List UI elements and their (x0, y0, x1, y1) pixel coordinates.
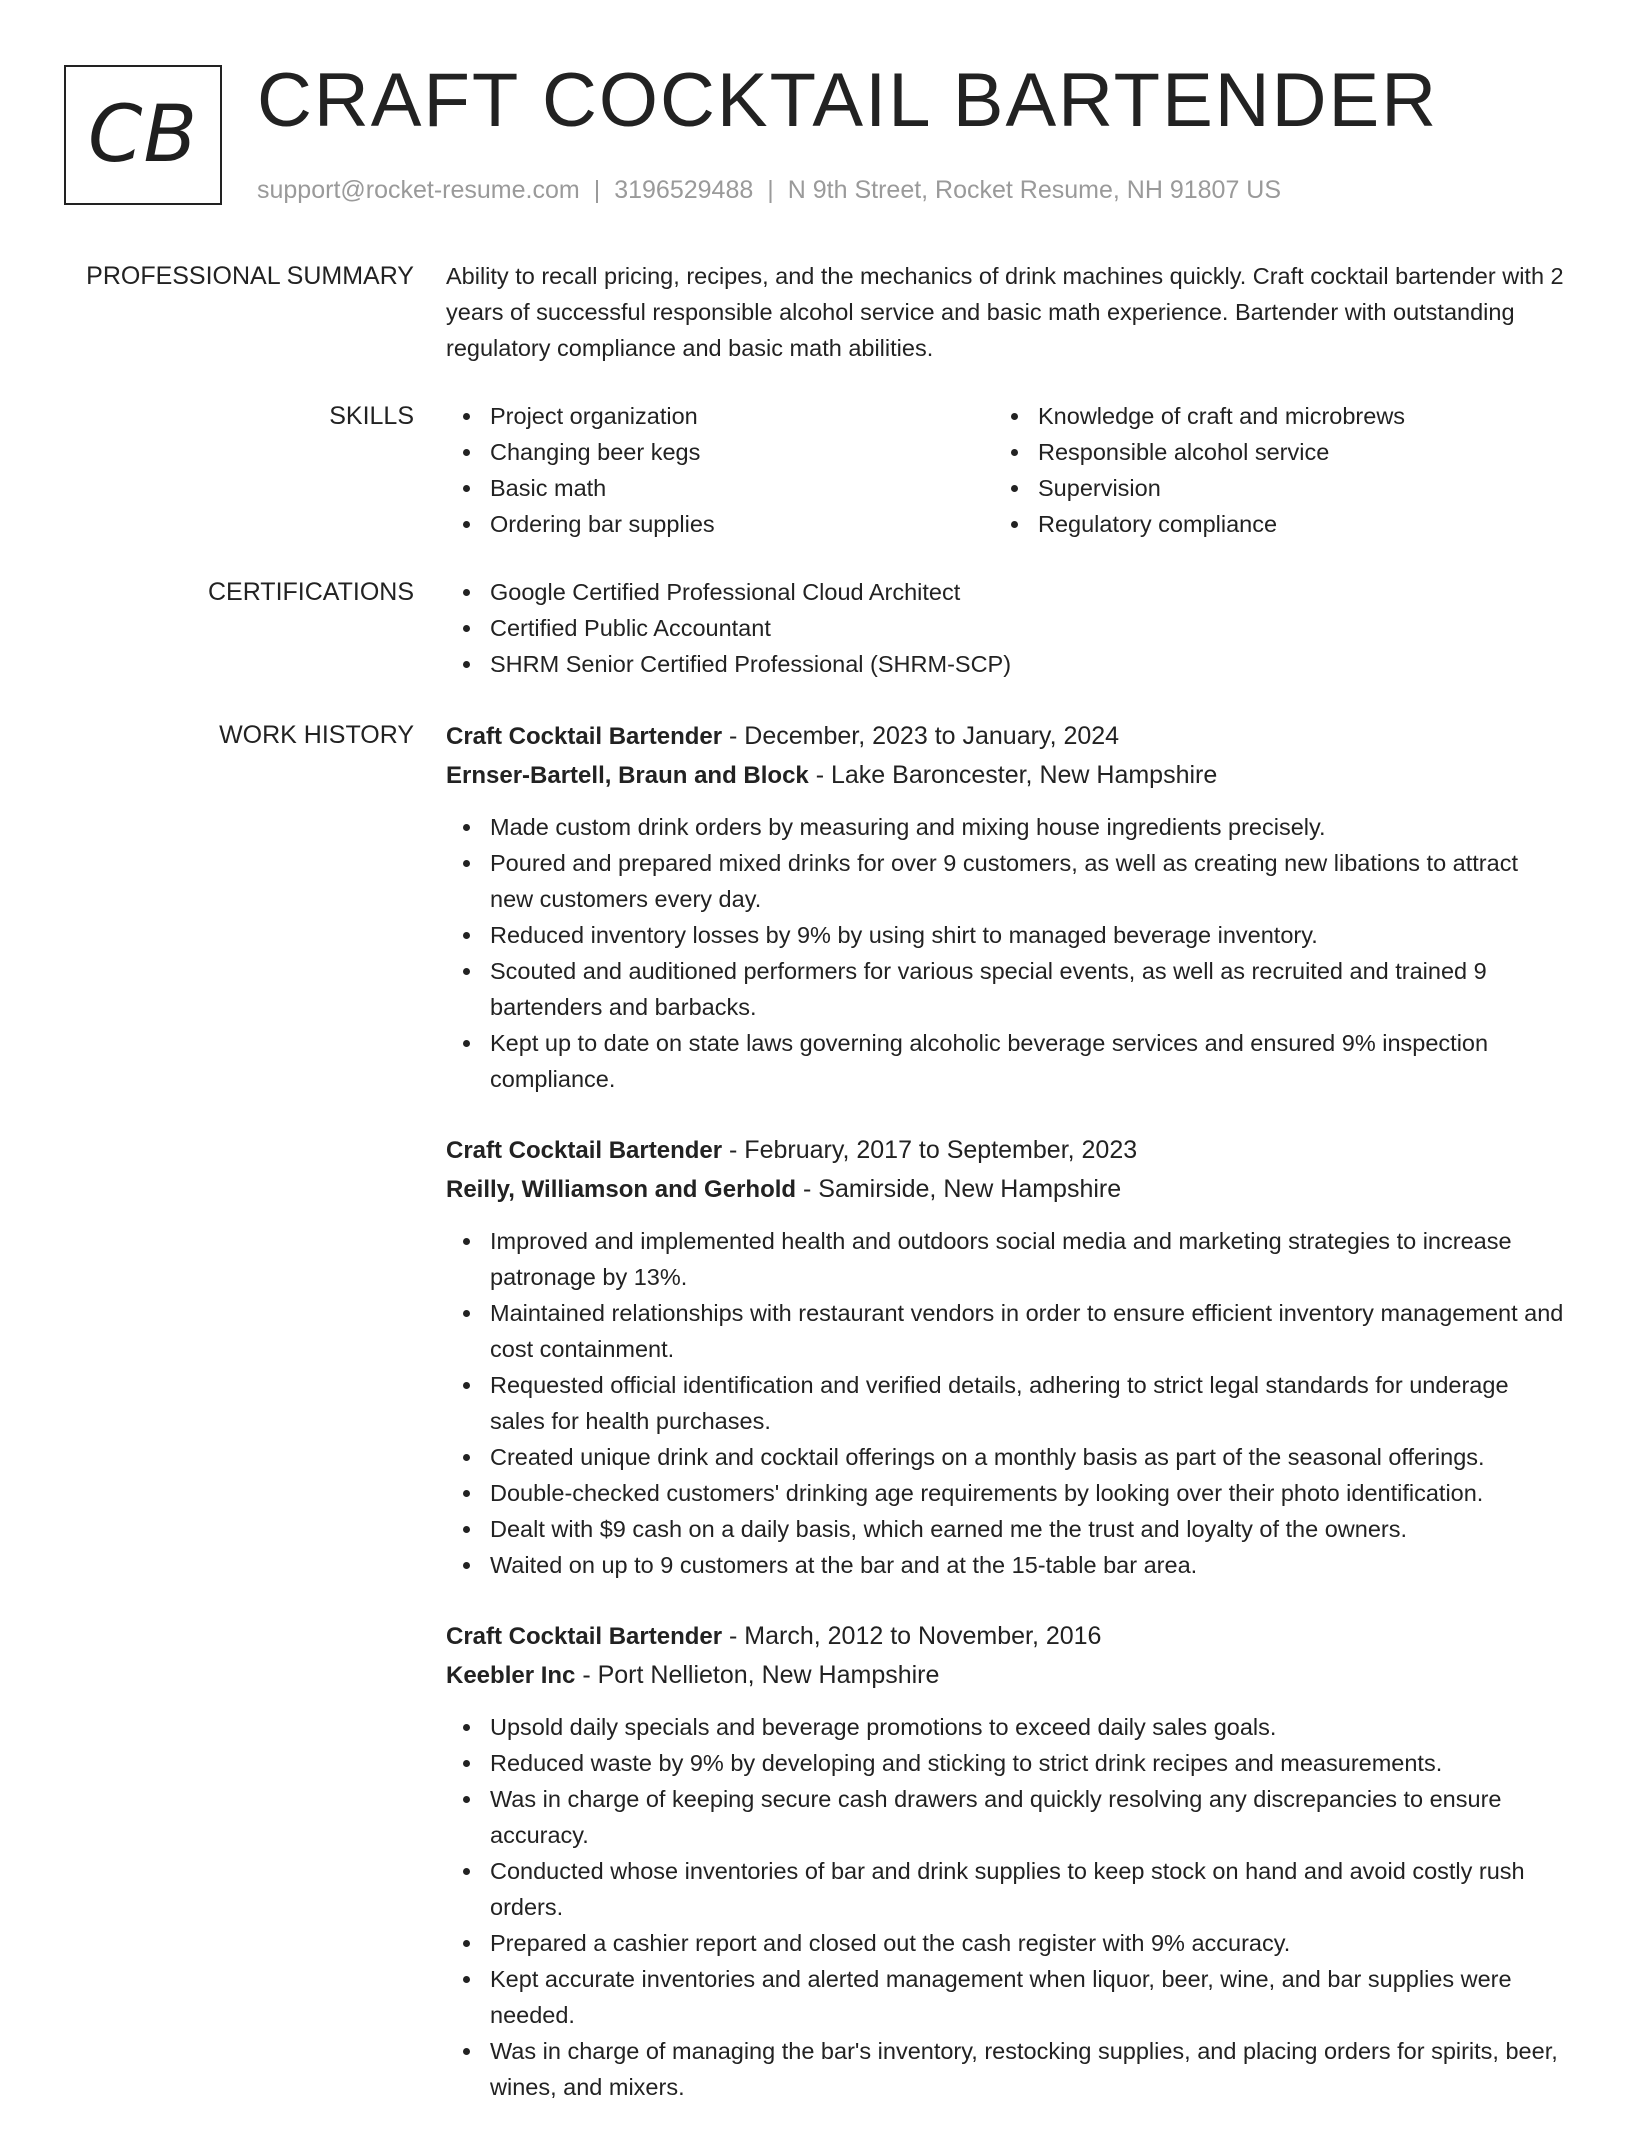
job-bullet: Double-checked customers' drinking age requirements by looking over their photo identification. (446, 1475, 1566, 1511)
skill-item: Supervision (994, 470, 1542, 506)
skills-list-right (994, 398, 1542, 542)
contact-line (257, 174, 1281, 206)
candidate-name: CRAFT COCKTAIL BARTENDER (257, 58, 1439, 143)
job-bullet: Reduced inventory losses by 9% by using shirt to managed beverage inventory. (446, 917, 1566, 953)
job-location: - Lake Baroncester, New Hampshire (808, 761, 1218, 789)
job-entry (446, 717, 1566, 1097)
job-title: Craft Cocktail Bartender (446, 1137, 723, 1164)
job-title-line (446, 1131, 1566, 1170)
skill-item: Regulatory compliance (994, 506, 1542, 542)
job-dates: - December, 2023 to January, 2024 (722, 722, 1120, 750)
job-title: Craft Cocktail Bartender (446, 723, 723, 750)
job-bullet: Poured and prepared mixed drinks for over 9 customers, as well as creating new libations to attract new customers every day. (446, 845, 1566, 917)
section-label-certifications: CERTIFICATIONS (207, 578, 414, 606)
job-bullet: Scouted and auditioned performers for various special events, as well as recruited and trained 9 bartenders and barbacks. (446, 953, 1566, 1025)
certifications-list (446, 574, 1566, 682)
job-bullet: Was in charge of keeping secure cash drawers and quickly resolving any discrepancies to ensure accuracy. (446, 1781, 1566, 1853)
section-label-work-history: WORK HISTORY (219, 721, 414, 749)
job-bullet: Upsold daily specials and beverage promotions to exceed daily sales goals. (446, 1709, 1566, 1745)
job-bullet: Maintained relationships with restaurant vendors in order to ensure efficient inventory management and cost containment. (446, 1295, 1566, 1367)
skill-item: Knowledge of craft and microbrews (994, 398, 1542, 434)
skill-item: Basic math (446, 470, 994, 506)
job-bullet: Prepared a cashier report and closed out the cash register with 9% accuracy. (446, 1925, 1566, 1961)
job-location: - Samirside, New Hampshire (796, 1175, 1122, 1203)
job-bullet: Dealt with $9 cash on a daily basis, which earned me the trust and loyalty of the owners. (446, 1511, 1566, 1547)
job-title-line (446, 717, 1566, 756)
job-dates: - March, 2012 to November, 2016 (722, 1622, 1102, 1650)
job-bullet: Conducted whose inventories of bar and drink supplies to keep stock on hand and avoid costly rush orders. (446, 1853, 1566, 1925)
skill-item: Project organization (446, 398, 994, 434)
summary-text: Ability to recall pricing, recipes, and the mechanics of drink machines quickly. Craft cocktail bartender with 2 years of successful responsible alcohol service and basic math experience. Bartender with outstanding regulatory compliance and basic math abilities. (446, 263, 1564, 361)
job-location: - Port Nellieton, New Hampshire (575, 1661, 940, 1689)
contact-separator: | (767, 176, 774, 204)
job-bullets (446, 809, 1566, 1097)
certification-item: Certified Public Accountant (446, 610, 1566, 646)
skills-list-left (446, 398, 994, 542)
job-bullet: Was in charge of managing the bar's inventory, restocking supplies, and placing orders for spirits, beer, wines, and mixers. (446, 2033, 1566, 2105)
certification-item: Google Certified Professional Cloud Architect (446, 574, 1566, 610)
skill-item: Changing beer kegs (446, 434, 994, 470)
skill-item: Ordering bar supplies (446, 506, 994, 542)
job-company: Keebler Inc (446, 1662, 576, 1689)
section-label-summary: PROFESSIONAL SUMMARY (86, 262, 414, 290)
job-bullet: Improved and implemented health and outdoors social media and marketing strategies to increase patronage by 13%. (446, 1223, 1566, 1295)
job-bullet: Made custom drink orders by measuring and mixing house ingredients precisely. (446, 809, 1566, 845)
job-bullet: Waited on up to 9 customers at the bar and at the 15-table bar area. (446, 1547, 1566, 1583)
job-bullet: Kept up to date on state laws governing alcoholic beverage services and ensured 9% inspection compliance. (446, 1025, 1566, 1097)
section-label-skills: SKILLS (329, 402, 414, 430)
certification-item: SHRM Senior Certified Professional (SHRM-SCP) (446, 646, 1566, 682)
contact-phone: 3196529488 (614, 176, 754, 204)
job-bullets (446, 1223, 1566, 1583)
job-company-line (446, 1656, 1566, 1695)
job-company: Reilly, Williamson and Gerhold (446, 1176, 797, 1203)
skill-item: Responsible alcohol service (994, 434, 1542, 470)
contact-address: N 9th Street, Rocket Resume, NH 91807 US (787, 176, 1282, 204)
job-title: Craft Cocktail Bartender (446, 1623, 723, 1650)
job-company: Ernser-Bartell, Braun and Block (446, 762, 809, 789)
job-bullet: Created unique drink and cocktail offerings on a monthly basis as part of the seasonal offerings. (446, 1439, 1566, 1475)
monogram-logo: CB (64, 65, 222, 205)
contact-separator: | (593, 176, 601, 204)
job-entry (446, 1131, 1566, 1583)
job-bullets (446, 1709, 1566, 2105)
job-dates: - February, 2017 to September, 2023 (722, 1136, 1138, 1164)
job-company-line (446, 1170, 1566, 1209)
contact-email: support@rocket-resume.com (257, 176, 580, 204)
job-bullet: Requested official identification and verified details, adhering to strict legal standards for underage sales for health purchases. (446, 1367, 1566, 1439)
job-bullet: Reduced waste by 9% by developing and sticking to strict drink recipes and measurements. (446, 1745, 1566, 1781)
job-title-line (446, 1617, 1566, 1656)
job-company-line (446, 756, 1566, 795)
job-entry (446, 1617, 1566, 2105)
job-bullet: Kept accurate inventories and alerted management when liquor, beer, wine, and bar supplies were needed. (446, 1961, 1566, 2033)
